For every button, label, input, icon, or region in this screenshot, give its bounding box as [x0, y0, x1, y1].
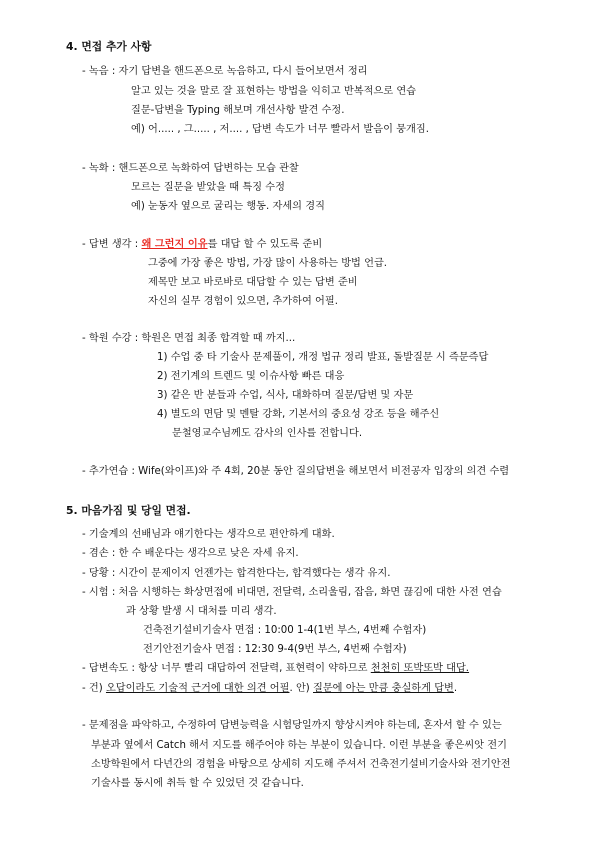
academy-line-1: - 학원 수강 : 학원은 면접 최종 합격할 때 까지...: [82, 333, 296, 344]
answer-think-line-4: 자신의 실무 경험이 있으면, 추가하여 어필.: [148, 296, 338, 307]
answer-think-line-1: [82, 238, 322, 252]
answer-think-prefix: - 답변 생각 :: [82, 239, 142, 250]
academy-item-4-cont: 문철영교수님께도 감사의 인사를 전합니다.: [172, 428, 363, 439]
exam-line-2: 과 상황 발생 시 대처를 미리 생각.: [126, 606, 277, 617]
mindset-line-2: - 겸손 : 한 수 배운다는 생각으로 낮은 자세 유지.: [82, 548, 299, 559]
recording-line-4: 예) 어..... , 그..... , 저.... , 답변 속도가 너무 빨라서 발음이 뭉개짐.: [131, 124, 429, 135]
answer-speed-underlined: 천천히 또박또박 대답.: [370, 663, 470, 674]
academy-item-2: 2) 전기계의 트렌드 및 이슈사항 빠른 대응: [157, 371, 345, 382]
academy-item-4: 4) 별도의 면담 및 멘탈 강화, 기본서의 중요성 강조 등을 해주신: [157, 409, 440, 420]
exam-schedule-2: 전기안전기술사 면접 : 12:30 9-4(9번 부스, 4번째 수험자): [143, 644, 407, 655]
exam-line-1: - 시험 : 처음 시행하는 화상면접에 비대면, 전달력, 소리울림, 잡음, 화면 끊김에 대한 사전 연습: [82, 587, 502, 598]
closing-paragraph-line-2: 부분과 옆에서 Catch 해서 지도를 해주어야 하는 부분이 있습니다. 이런 부분을 좋은씨앗 전기: [91, 740, 507, 751]
extra-practice-line: - 추가연습 : Wife(와이프)와 주 4회, 20분 동안 질의답변을 해보면서 비전공자 입장의 의견 수렴: [82, 466, 510, 477]
recording-line-1: - 녹음 : 자기 답변을 핸드폰으로 녹음하고, 다시 들어보면서 정리: [82, 66, 368, 77]
mindset-line-1: - 기술계의 선배님과 얘기한다는 생각으로 편안하게 대화.: [82, 529, 335, 540]
interview-tip-line: [82, 682, 457, 696]
section-4-heading: 4. 면접 추가 사항: [66, 40, 152, 53]
answer-think-line-2: 그중에 가장 좋은 방법, 가장 많이 사용하는 방법 언급.: [148, 258, 388, 269]
answer-think-line-3: 제목만 보고 바로바로 대답할 수 있는 답변 준비: [148, 277, 358, 288]
answer-think-highlight: 왜 그런지 이유: [141, 239, 208, 250]
academy-item-3: 3) 같은 반 분들과 수업, 식사, 대화하며 질문/답변 및 자문: [157, 390, 414, 401]
closing-paragraph-line-3: 소방학원에서 다년간의 경험을 바탕으로 상세히 지도해 주셔서 건축전기설비기술사와 전기안전: [91, 759, 511, 770]
interview-tip-underlined-1: 오답이라도 기술적 근거에 대한 의견 어필: [105, 683, 290, 694]
interview-tip-prefix: - 건): [82, 683, 106, 694]
interview-tip-end: .: [453, 683, 458, 694]
interview-tip-underlined-2: 질문에 아는 만큼 충실하게 답변: [313, 683, 454, 694]
answer-think-suffix: 를 대답 할 수 있도록 준비: [207, 239, 323, 250]
recording-line-3: 질문-답변을 Typing 해보며 개선사항 발견 수정.: [131, 105, 345, 116]
mindset-line-3: - 당황 : 시간이 문제이지 언젠가는 합격한다는, 합격했다는 생각 유지.: [82, 568, 391, 579]
video-line-2: 모르는 질문을 받았을 때 특징 수정: [131, 182, 285, 193]
answer-speed-line: [82, 662, 469, 676]
answer-speed-prefix: - 답변속도 : 항상 너무 빨리 대답하여 전달력, 표현력이 약하므로: [82, 663, 371, 674]
video-line-1: - 녹화 : 핸드폰으로 녹화하여 답변하는 모습 관찰: [82, 163, 299, 174]
academy-item-1: 1) 수업 중 타 기술사 문제풀이, 개정 법규 정리 발표, 돌발질문 시 즉문즉답: [157, 352, 489, 363]
exam-schedule-1: 건축전기설비기술사 면접 : 10:00 1-4(1번 부스, 4번째 수험자): [143, 625, 427, 636]
closing-paragraph-line-4: 기술사를 동시에 취득 할 수 있었던 것 같습니다.: [91, 778, 304, 789]
interview-tip-mid: . 안): [289, 683, 313, 694]
closing-paragraph-line-1: - 문제점을 파악하고, 수정하여 답변능력을 시험당일까지 향상시켜야 하는데, 혼자서 할 수 있는: [82, 720, 502, 731]
section-5-heading: 5. 마음가짐 및 당일 면접.: [66, 504, 191, 517]
video-line-3: 예) 눈동자 옆으로 굴리는 행동. 자세의 경직: [131, 201, 325, 212]
recording-line-2: 알고 있는 것을 말로 잘 표현하는 방법을 익히고 반복적으로 연습: [131, 86, 417, 97]
